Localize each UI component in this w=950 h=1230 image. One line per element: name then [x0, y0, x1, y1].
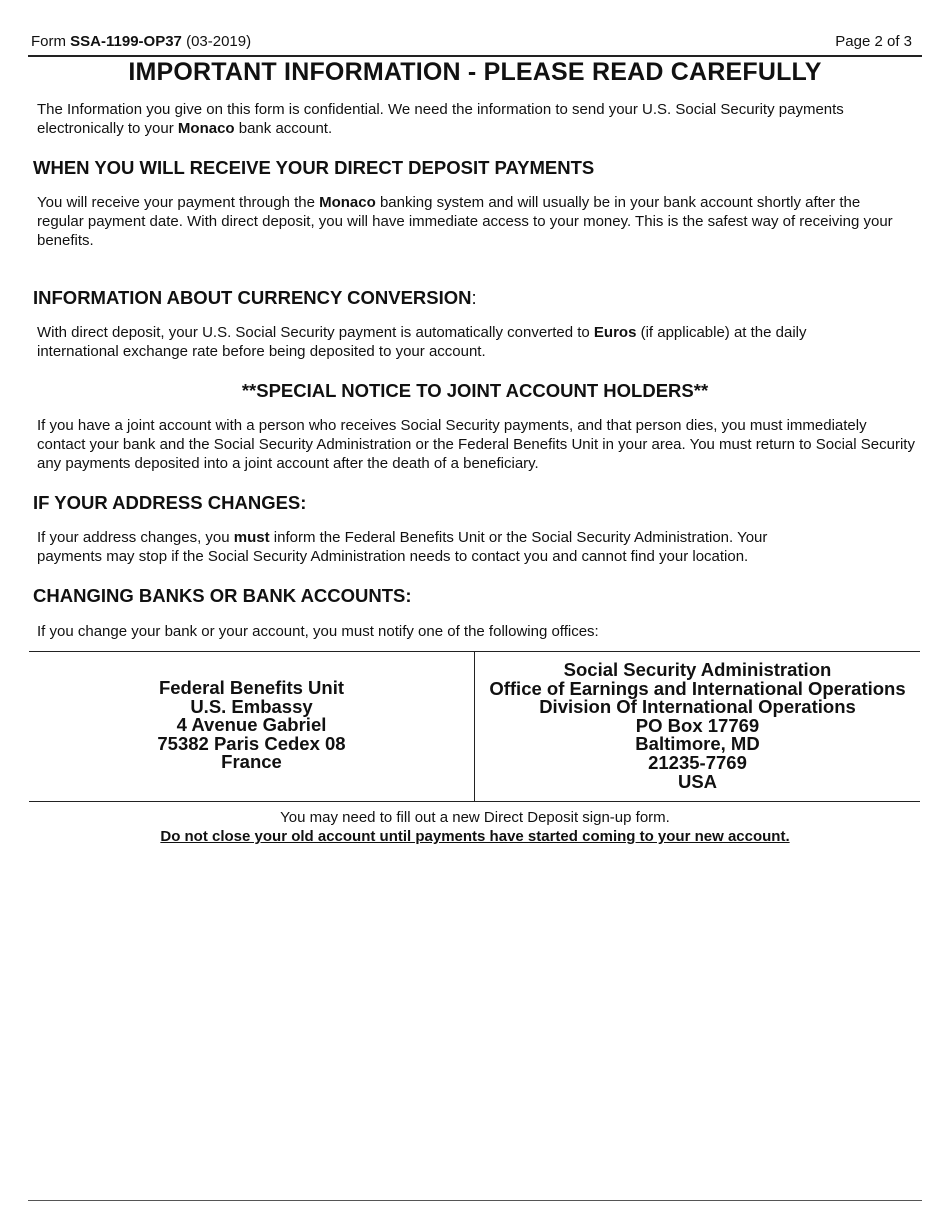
- bottom-rule: [28, 1200, 922, 1201]
- joint-account-heading: **SPECIAL NOTICE TO JOINT ACCOUNT HOLDERS**: [241, 380, 709, 401]
- intro-text-2: bank account.: [234, 120, 333, 137]
- office-left-line: France: [221, 751, 282, 773]
- office-left-line: 4 Avenue Gabriel: [176, 714, 327, 736]
- form-date: (03-2019): [181, 33, 252, 50]
- office-right-line: PO Box 17769: [635, 714, 760, 736]
- signup-form-note: You may need to fill out a new Direct Deposit sign-up form.: [280, 809, 670, 826]
- address-text-2: inform the Federal Benefits Unit or the Social Security Administration. Your: [269, 529, 768, 546]
- office-right-line: Division Of International Operations: [539, 696, 856, 718]
- office-social-security-administration: [475, 661, 920, 791]
- office-left-line: Federal Benefits Unit: [158, 677, 345, 698]
- currency-text-1: With direct deposit, your U.S. Social Security payment is automatically converted to: [37, 324, 594, 341]
- form-header: [28, 31, 922, 57]
- old-account-warning: Do not close your old account until payments have started coming to your new account.: [160, 828, 790, 845]
- direct-deposit-country: Monaco: [319, 194, 376, 211]
- office-right-line: Baltimore, MD: [635, 733, 760, 755]
- currency-paragraph: [37, 323, 857, 361]
- office-left-line: U.S. Embassy: [190, 695, 313, 717]
- currency-name: Euros: [593, 324, 637, 341]
- address-text-1: If your address changes, you: [37, 529, 234, 546]
- direct-deposit-text-1: You will receive your payment through the: [37, 194, 320, 211]
- intro-text-1: The Information you give on this form is confidential. We need the information to send your U.S. Social Security payments electronically to your: [37, 101, 844, 137]
- currency-heading-colon: :: [471, 287, 477, 308]
- office-right-line: USA: [677, 770, 718, 792]
- office-left-line: 75382 Paris Cedex 08: [157, 732, 346, 754]
- address-paragraph: [37, 528, 907, 566]
- direct-deposit-text-2: banking system and will usually be in your bank account shortly after the regular payment date. With direct deposit, you will have immediate access to your money. This is the safest way of receiving your benefits.: [37, 194, 893, 249]
- office-right-line: Office of Earnings and International Operations: [489, 677, 906, 699]
- intro-country: Monaco: [177, 120, 235, 137]
- address-text-3: payments may stop if the Social Security Administration needs to contact you and cannot find your location.: [37, 548, 749, 565]
- direct-deposit-heading: WHEN YOU WILL RECEIVE YOUR DIRECT DEPOSIT PAYMENTS: [33, 157, 595, 178]
- currency-text-2: (if applicable) at the daily international exchange rate before being deposited to your account.: [37, 324, 807, 360]
- office-federal-benefits-unit: [29, 679, 474, 772]
- page-number: Page 2 of 3: [835, 33, 912, 50]
- offices-table: [29, 651, 920, 802]
- banks-heading: CHANGING BANKS OR BANK ACCOUNTS:: [33, 585, 412, 606]
- currency-heading-text: INFORMATION ABOUT CURRENCY CONVERSION: [33, 287, 472, 308]
- form-number: SSA-1199-OP37: [70, 33, 182, 50]
- joint-account-paragraph: If you have a joint account with a person who receives Social Security payments, and that person dies, you must immediately contact your bank and the Social Security Administration or the Federal Benefits Unit in your area. You must return to Social Security any payments deposited into a joint account after the death of a beneficiary.: [37, 417, 915, 472]
- form-prefix: Form: [31, 33, 71, 50]
- page-title: IMPORTANT INFORMATION - PLEASE READ CAREFULLY: [128, 58, 822, 86]
- address-heading: IF YOUR ADDRESS CHANGES:: [33, 492, 307, 513]
- office-right-line: 21235-7769: [648, 751, 747, 773]
- address-emphasis: must: [233, 529, 270, 546]
- form-identifier: [31, 33, 251, 50]
- office-right-line: Social Security Administration: [563, 659, 832, 680]
- direct-deposit-paragraph: [37, 193, 905, 250]
- intro-paragraph: [37, 100, 907, 138]
- currency-heading: [33, 287, 477, 309]
- banks-paragraph: If you change your bank or your account, you must notify one of the following offices:: [37, 623, 599, 640]
